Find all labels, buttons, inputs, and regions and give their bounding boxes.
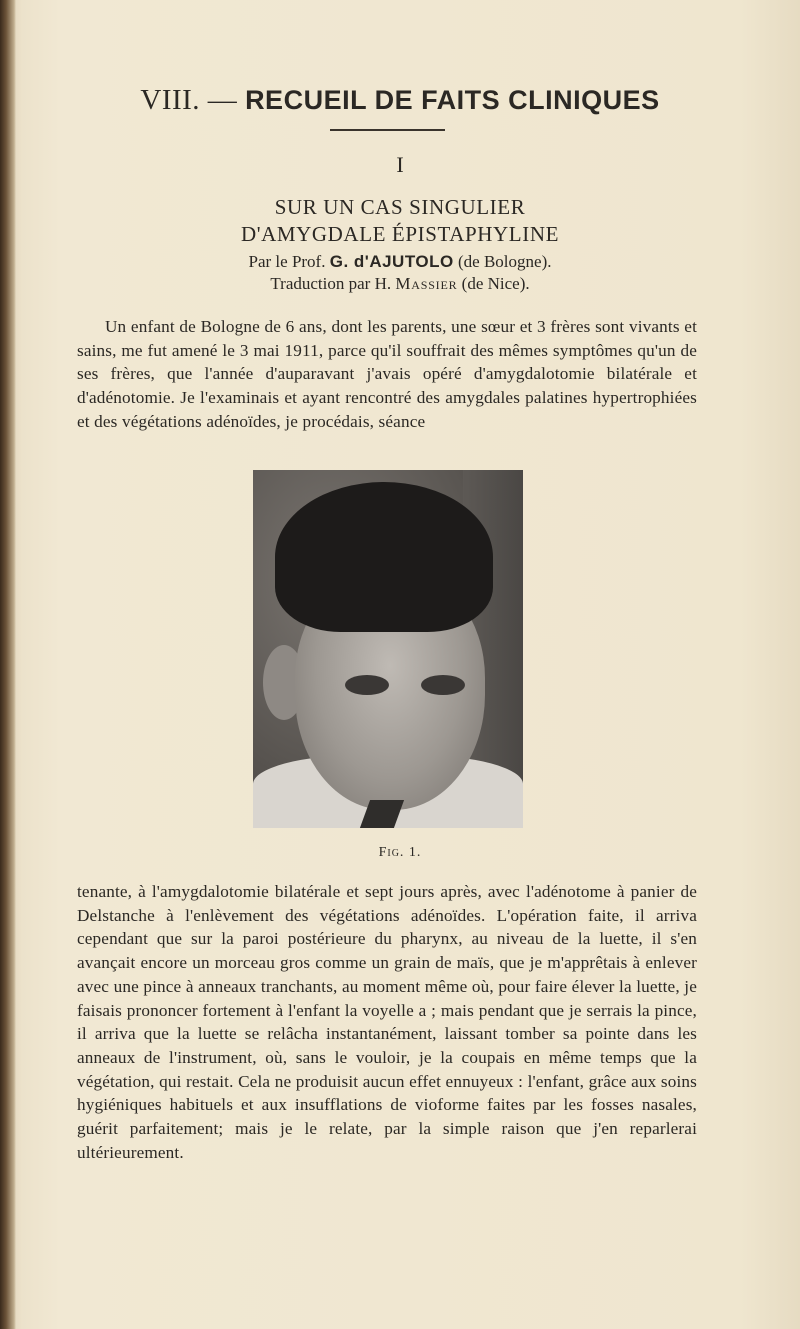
section-number: VIII. —: [140, 84, 238, 116]
section-heading: [0, 84, 800, 117]
author-origin: (de Bologne).: [458, 252, 552, 271]
photo-eye-right: [421, 675, 465, 695]
section-title: RECUEIL DE FAITS CLINIQUES: [245, 85, 660, 115]
figure-caption-number: 1.: [408, 845, 422, 860]
article-title: [0, 194, 800, 248]
byline: [0, 251, 800, 295]
body-paragraph-1: Un enfant de Bologne de 6 ans, dont les parents, une sœur et 3 frères sont vivants et sains, me fut amené le 3 mai 1911, parce qu'il souffrait des mêmes symptômes qu'un de ses frères, que l'année d'auparavant j'avais opéré d'amygdalotomie bilatérale et d'adénotomie. Je l'examinais et ayant rencontré des amygdales palatines hypertrophiées et des végétations adénoïdes, je procédais, séance: [77, 317, 697, 431]
article-title-line1: SUR UN CAS SINGULIER: [274, 195, 526, 219]
figure-caption-prefix: Fig.: [378, 845, 405, 860]
figure-photo-portrait: [253, 470, 523, 828]
translator-origin: (de Nice).: [461, 274, 530, 293]
translator-name: Massier: [395, 274, 458, 293]
photo-eye-left: [345, 675, 389, 695]
translation-line: [0, 273, 800, 295]
byline-prefix: Par le Prof.: [248, 252, 326, 271]
heading-divider: [330, 129, 445, 131]
article-title-line2: D'AMYGDALE ÉPISTAPHYLINE: [240, 222, 560, 246]
body-paragraph-2: tenante, à l'amygdalotomie bilatérale et sept jours après, avec l'adénotome à panier de Delstanche à l'enlèvement des végétations adénoïdes. L'opération faite, il arriva cependant que sur la paroi postérieure du pharynx, au niveau de la luette, il s'en avançait encore un morceau gros comme un grain de maïs, que je m'apprêtais à enlever avec une pince à anneaux tranchants, au moment même où, pour faire élever la luette, je faisais prononcer fortement à l'enfant la voyelle a ; mais pendant que je serrais la pince, il arriva que la luette se relâcha instantanément, laissant tomber sa pointe dans les anneaux de l'instrument, où, sans le vouloir, je la coupais en même temps que la végétation, qui restait. Cela ne produisit aucun effet ennuyeux : l'enfant, grâce aux soins hygiéniques habituels et aux insufflations de vioforme faites par les fosses nasales, guérit parfaitement; mais je le relate, par la simple raison que j'en reparlerai ultérieurement.: [77, 882, 697, 1162]
author-line: [0, 251, 800, 273]
photo-hair: [275, 482, 493, 632]
translation-prefix: Traduction par H.: [270, 274, 392, 293]
figure-caption: [0, 845, 800, 861]
author-name: G. d'AJUTOLO: [329, 252, 454, 271]
article-number: I: [396, 152, 404, 177]
